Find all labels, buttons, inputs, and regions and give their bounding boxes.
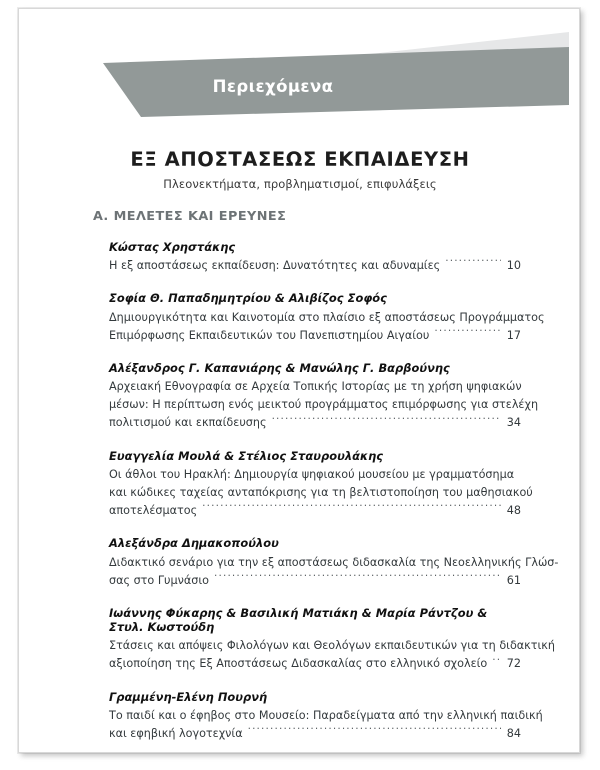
toc-entry-title [109, 637, 555, 673]
document-title-block [19, 149, 580, 191]
toc-entry[interactable] [109, 605, 555, 674]
toc-entry-authors: Ιωάννης Φύκαρης & Βασιλική Ματιάκη & Μαρία Ράντζου & Στυλ. Κωστούδη [109, 605, 488, 635]
toc-entry-last-line [109, 725, 521, 743]
toc-entry-title [109, 378, 539, 432]
dot-leader [248, 726, 501, 737]
toc-entry-authors: Αλέξανδρος Γ. Καπανιάρης & Μανώλης Γ. Βαρβούνης [109, 360, 450, 375]
toc-entry-title-line: σας στο Γυμνάσιο [109, 573, 209, 587]
toc-entry[interactable] [109, 536, 559, 590]
toc-entry-last-line [109, 327, 521, 345]
dot-leader [272, 415, 501, 426]
page-subtitle: Πλεονεκτήματα, προβληματισμοί, επιφυλάξεις [163, 177, 437, 192]
toc-entry[interactable] [109, 448, 533, 521]
toc-entry-title-line: πολιτισμού και εκπαίδευσης [109, 416, 267, 430]
toc-entry[interactable] [109, 240, 521, 275]
toc-entry-title-line: Διδακτικό σενάριο για την εξ αποστάσεως διδασκαλία της Νεοελληνικής Γλώσ- [109, 555, 559, 569]
toc-entry-last-line [109, 414, 521, 432]
toc-entry-title-line: Οι άθλοι του Ηρακλή: Δημιουργία ψηφιακού μουσείου με γραμματόσημα [109, 467, 515, 481]
page-title: ΕΞ ΑΠΟΣΤΑΣΕΩΣ ΕΚΠΑΙΔΕΥΣΗ [130, 148, 470, 171]
toc-page-number: 34 [506, 416, 521, 430]
document-page [18, 8, 580, 753]
dot-leader [434, 328, 501, 339]
toc-page-number: 48 [506, 504, 521, 518]
toc-entry-title [109, 257, 521, 275]
toc-entry-last-line [109, 257, 521, 275]
header-banner [19, 9, 580, 129]
dot-leader [445, 258, 501, 269]
toc-entry-last-line [109, 655, 521, 673]
toc-page-number: 84 [506, 726, 521, 740]
toc-page-number: 72 [506, 657, 521, 671]
toc-entry-title-line: Το παιδί και ο έφηβος στο Μουσείο: Παραδείγματα από την ελληνική παιδική [109, 708, 543, 722]
toc-entry[interactable] [109, 689, 543, 744]
toc-entry-title-line: Αρχειακή Εθνογραφία σε Αρχεία Τοπικής Ιστορίας με τη χρήση ψηφιακών [109, 380, 522, 394]
toc-entry-title-line: μέσων: Η περίπτωση ενός μεικτού προγράμματος επιμόρφωσης για στελέχη [109, 398, 539, 412]
toc-entry[interactable] [109, 360, 539, 433]
toc-entry-authors: Ευαγγελία Μουλά & Στέλιος Σταυρουλάκης [109, 448, 384, 463]
toc-entry-title-line: και εφηβική λογοτεχνία [109, 726, 243, 740]
toc-entry-list [93, 240, 559, 743]
table-of-contents [93, 209, 559, 753]
toc-entry-title-line: αποτελέσματος [109, 504, 198, 518]
dot-leader [492, 656, 501, 667]
toc-entry-title [109, 707, 543, 743]
toc-entry-authors: Γραμμένη-Ελένη Πουρνή [109, 689, 268, 704]
dot-leader [202, 503, 501, 514]
banner-dark-parallelogram-shape [19, 9, 580, 129]
toc-entry-title-line: αξιοποίηση της Εξ Αποστάσεως Διδασκαλίας στο ελληνικό σχολείο [109, 657, 488, 671]
banner-title: Περιεχόμενα [212, 77, 334, 96]
toc-page-number: 10 [506, 259, 521, 273]
toc-entry-authors: Κώστας Χρηστάκης [109, 240, 236, 254]
toc-page-number: 17 [506, 328, 521, 342]
dot-leader [214, 572, 501, 583]
toc-entry-last-line [109, 502, 521, 520]
toc-page-number: 61 [506, 573, 521, 587]
toc-entry-authors: Σοφία Θ. Παπαδημητρίου & Αλιβίζος Σοφός [109, 291, 387, 306]
toc-entry-last-line [109, 572, 521, 590]
toc-entry-title [109, 466, 533, 520]
toc-entry-title-line: Στάσεις και απόψεις Φιλολόγων και Θεολόγων εκπαιδευτικών για τη διδακτική [109, 639, 555, 653]
toc-entry-authors: Αλεξάνδρα Δημακοπούλου [109, 536, 279, 551]
toc-entry-title-line: Δημιουργικότητα και Καινοτομία στο πλαίσιο εξ αποστάσεως Προγράμματος [109, 310, 545, 324]
toc-entry-title [109, 554, 559, 590]
section-heading: Α. ΜΕΛΕΤΕΣ ΚΑΙ ΕΡΕΥΝΕΣ [93, 209, 287, 224]
toc-entry-title-line: και κώδικες ταχείας ανταπόκρισης για τη βελτιστοποίηση του μαθησιακού [109, 485, 533, 499]
toc-entry-title [109, 309, 545, 345]
toc-entry[interactable] [109, 291, 545, 345]
toc-entry-title-line: Η εξ αποστάσεως εκπαίδευση: Δυνατότητες και αδυναμίες [109, 259, 441, 273]
toc-entry-title-line: Επιμόρφωσης Εκπαιδευτικών του Πανεπιστημίου Αιγαίου [109, 328, 430, 342]
